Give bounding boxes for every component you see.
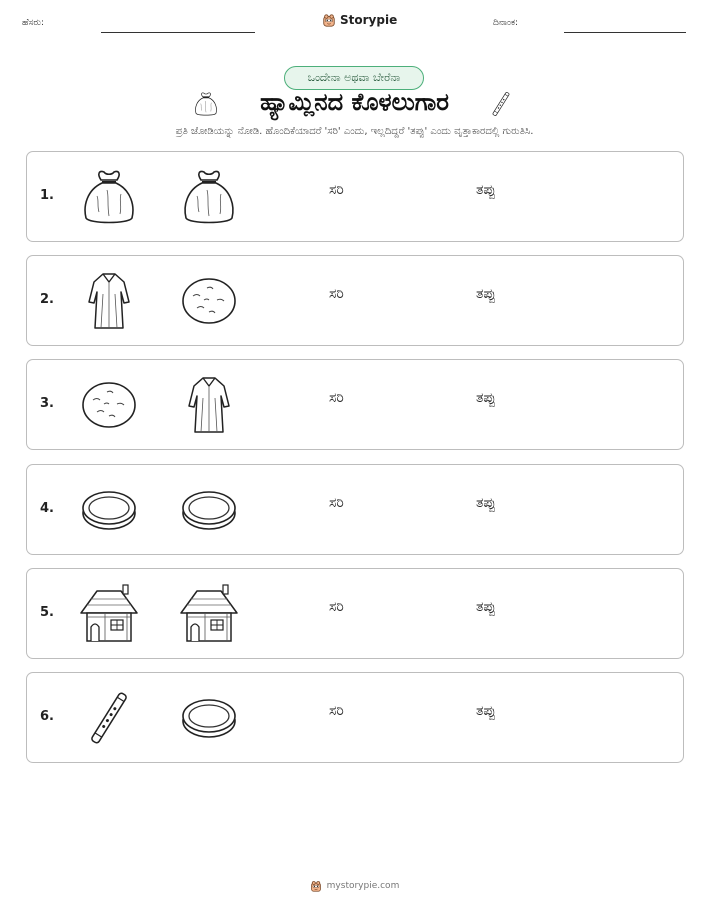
flute-icon: [77, 687, 141, 749]
false-option[interactable]: ತಪ್ಪು: [476, 494, 496, 511]
robe-icon: [177, 374, 241, 436]
flute-icon: [486, 89, 516, 119]
question-row: [26, 568, 684, 659]
question-row: [26, 464, 684, 555]
question-row: [26, 359, 684, 450]
true-option[interactable]: ಸರಿ: [329, 494, 344, 511]
sack-icon: [77, 166, 141, 228]
worksheet-type-badge: ಒಂದೇನಾ ಅಥವಾ ಬೇರೆನಾ: [284, 66, 424, 90]
name-field[interactable]: [101, 32, 255, 33]
cottage-icon: [77, 583, 141, 645]
cottage-icon: [177, 583, 241, 645]
brand-logo: [322, 13, 397, 27]
bread-loaf-icon: [77, 374, 141, 436]
name-label: ಹೆಸರು:: [22, 18, 45, 28]
instructions: ಪ್ರತಿ ಜೋಡಿಯನ್ನು ನೋಡಿ. ಹೊಂದಿಕೆಯಾದರೆ 'ಸರಿ' ಎಂದು, ಇಲ್ಲದಿದ್ದರೆ 'ತಪ್ಪು' ಎಂದು ವೃತ್ತಾಕಾರದಲ್ಲಿ ಗುರುತಿಸಿ.: [175, 126, 534, 137]
coin-icon: [77, 479, 141, 541]
date-label: ದಿನಾಂಕ:: [493, 18, 519, 28]
false-option[interactable]: ತಪ್ಪು: [476, 182, 496, 198]
false-option[interactable]: ತಪ್ಪು: [476, 703, 496, 719]
false-option[interactable]: ತಪ್ಪು: [476, 598, 496, 615]
false-option[interactable]: ತಪ್ಪು: [476, 286, 496, 303]
question-number: 3.: [40, 396, 54, 412]
question-row: [26, 672, 684, 763]
question-number: 1.: [40, 188, 54, 203]
page-title: ಹ್ಯಾಮ್ಲಿನದ ಕೊಳಲುಗಾರ: [260, 88, 449, 116]
storypie-mascot-icon: [322, 13, 336, 27]
footer-site: mystorypie.com: [326, 881, 400, 891]
robe-icon: [77, 270, 141, 332]
question-row: [26, 255, 684, 346]
date-field[interactable]: [564, 32, 686, 33]
question-number: 2.: [40, 292, 54, 308]
question-number: 6.: [40, 709, 54, 724]
sack-icon: [177, 166, 241, 228]
true-option[interactable]: ಸರಿ: [329, 286, 344, 303]
question-number: 4.: [40, 500, 54, 516]
storypie-mascot-icon: [310, 880, 322, 892]
false-option[interactable]: ತಪ್ಪು: [476, 390, 496, 407]
question-number: 5.: [40, 604, 54, 620]
true-option[interactable]: ಸರಿ: [329, 390, 344, 407]
true-option[interactable]: ಸರಿ: [329, 598, 344, 615]
coin-icon: [177, 479, 241, 541]
question-row: [26, 151, 684, 242]
coin-icon: [177, 687, 241, 749]
footer: [0, 880, 709, 892]
bread-loaf-icon: [177, 270, 241, 332]
brand-name: Storypie: [340, 13, 398, 27]
true-option[interactable]: ಸರಿ: [329, 703, 344, 719]
true-option[interactable]: ಸರಿ: [329, 182, 344, 198]
